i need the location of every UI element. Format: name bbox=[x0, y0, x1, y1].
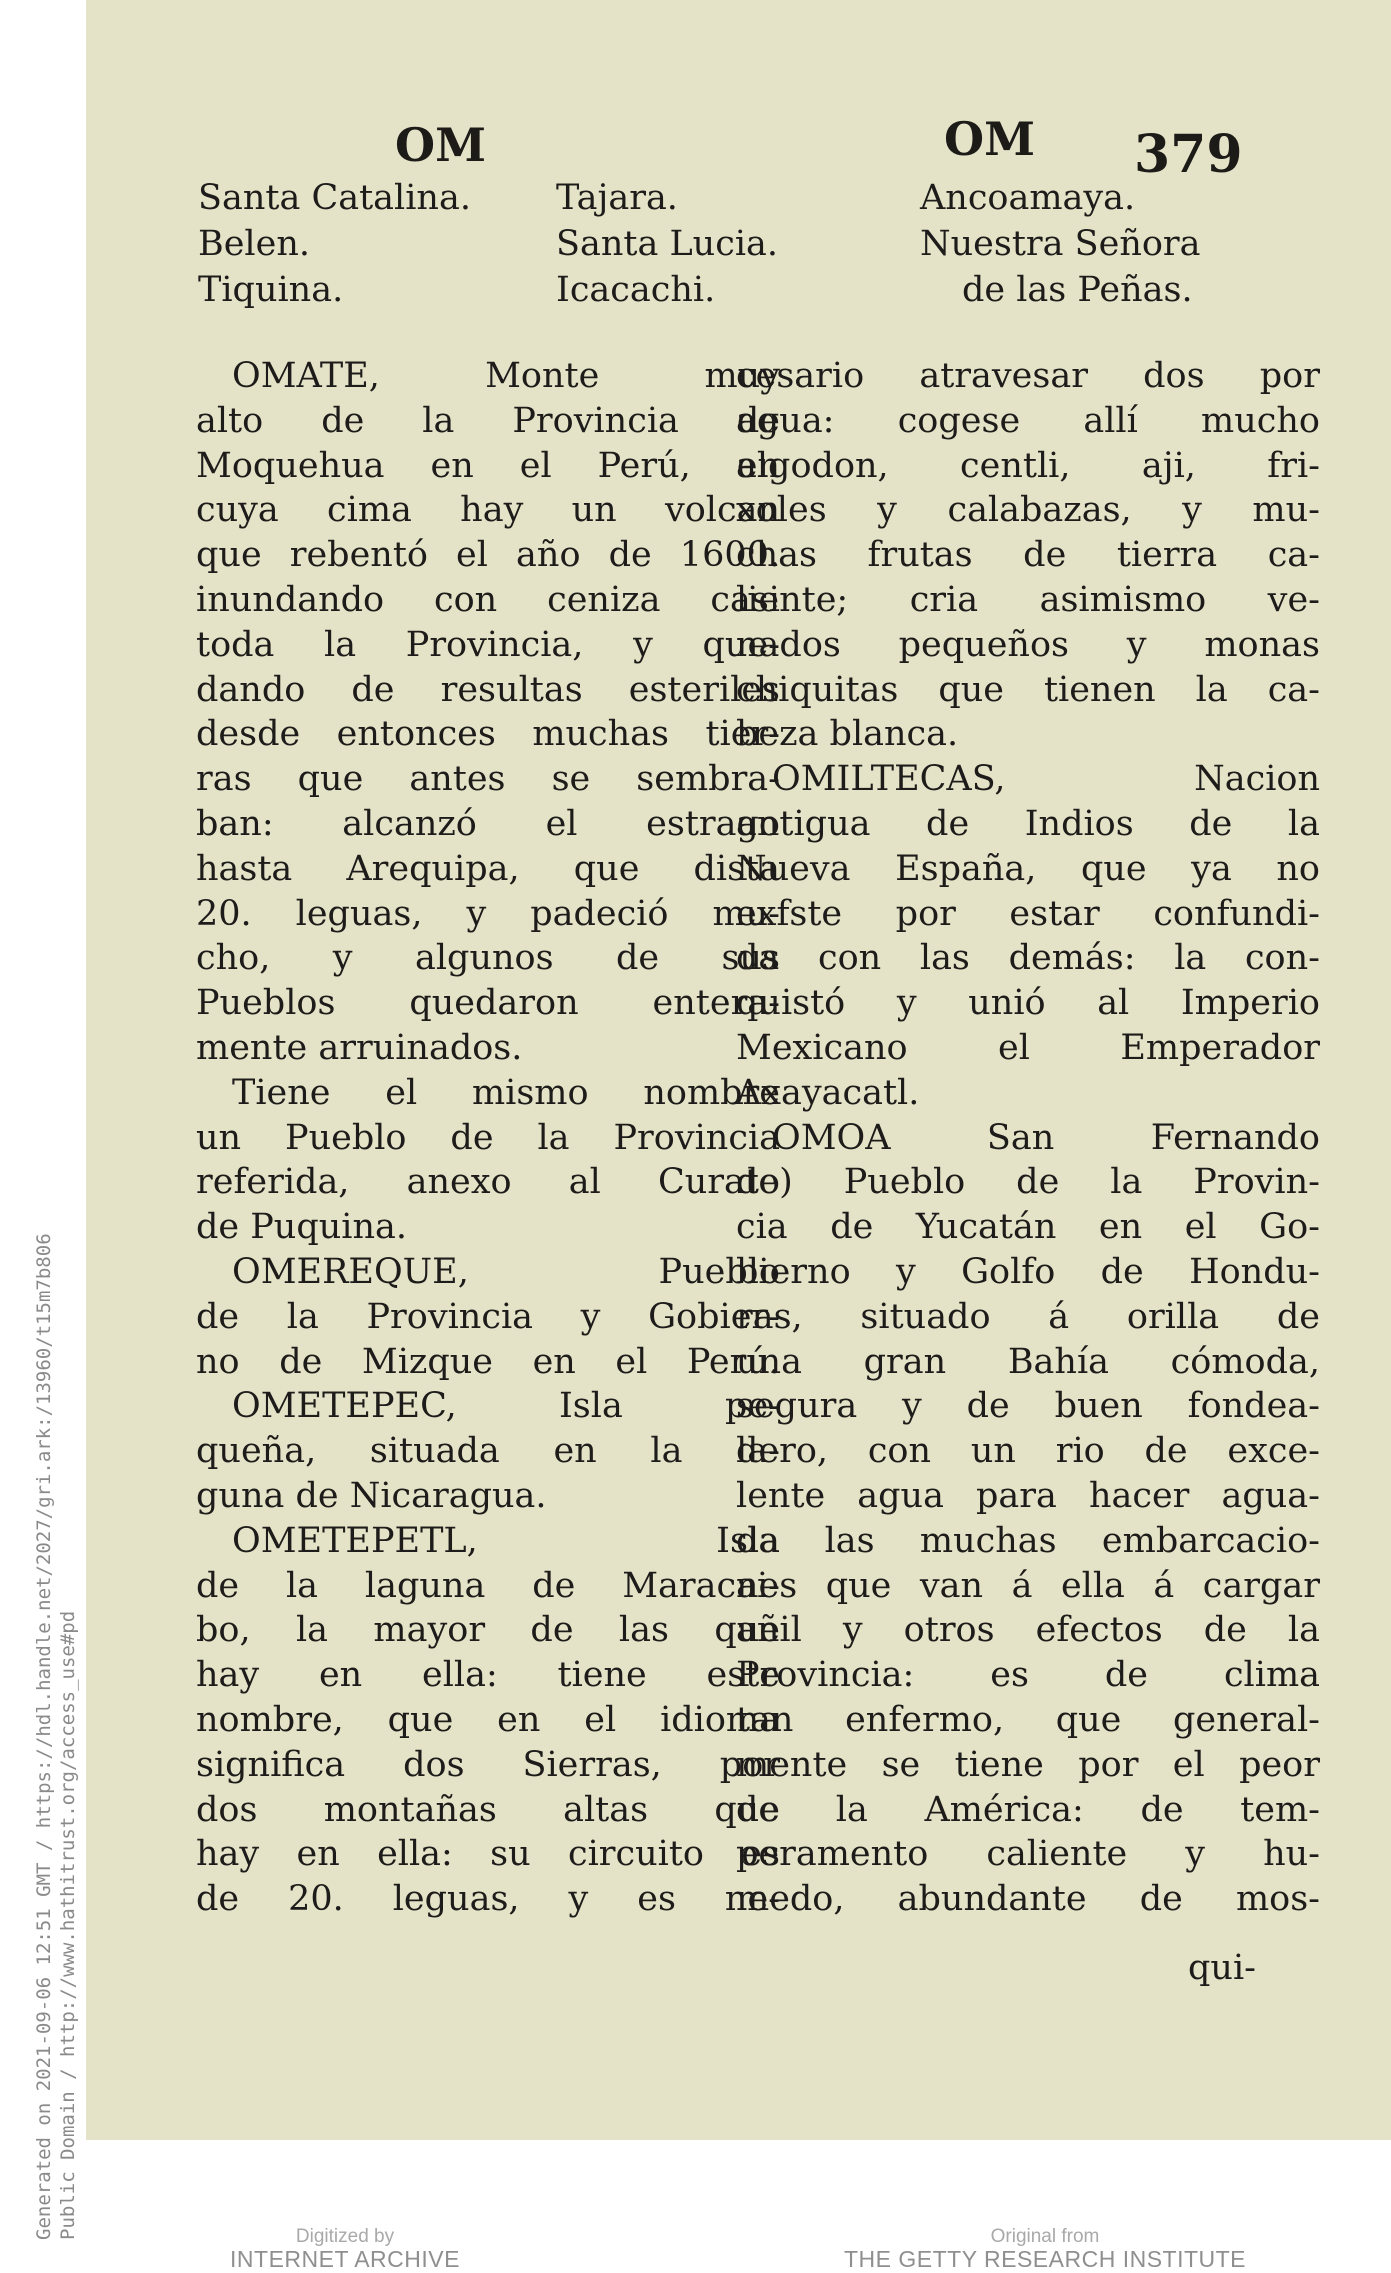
text-line: que rebentó el año de 1600. bbox=[196, 535, 780, 576]
text-line: peramento caliente y hu- bbox=[736, 1834, 1320, 1875]
text-line: alto de la Provincia de bbox=[196, 400, 780, 441]
scanned-page bbox=[86, 0, 1391, 2140]
text-line: hasta Arequipa, que dista bbox=[196, 848, 780, 889]
text-line: liente; cria asimismo ve- bbox=[736, 580, 1320, 620]
text-line: ras que antes se sembra- bbox=[196, 759, 780, 800]
page-number: 379 bbox=[1134, 124, 1243, 185]
text-line: cesario atravesar dos por bbox=[736, 356, 1320, 396]
text-line: OMOA San Fernando bbox=[772, 1117, 1320, 1158]
text-line: agua: cogese allí mucho bbox=[736, 400, 1320, 441]
text-line: significa dos Sierras, por bbox=[196, 1744, 780, 1785]
text-line: tan enfermo, que general- bbox=[736, 1700, 1320, 1740]
text-line: exfste por estar confundi- bbox=[736, 893, 1320, 934]
text-line: de Puquina. bbox=[196, 1207, 408, 1248]
text-line: no de Mizque en el Perú. bbox=[196, 1341, 780, 1382]
list-item: de las Peñas. bbox=[962, 270, 1193, 310]
text-line: Provincia: es de clima bbox=[736, 1655, 1320, 1696]
text-line: cuya cima hay un volcan bbox=[196, 490, 780, 531]
text-line: bo, la mayor de las que bbox=[196, 1610, 780, 1651]
text-line: guna de Nicaragua. bbox=[196, 1476, 547, 1516]
digitizer-name: INTERNET ARCHIVE bbox=[230, 2246, 460, 2272]
catchword: qui- bbox=[1188, 1948, 1256, 1988]
text-line: OMATE, Monte muy bbox=[232, 356, 780, 396]
text-line: quistó y unió al Imperio bbox=[736, 983, 1320, 1024]
text-line: de) Pueblo de la Provin- bbox=[736, 1162, 1320, 1203]
text-line: inundando con ceniza casi bbox=[196, 580, 780, 620]
digitized-by-label: Digitized by bbox=[295, 2226, 395, 2247]
text-line: dero, con un rio de exce- bbox=[736, 1431, 1320, 1472]
text-line: Mexicano el Emperador bbox=[736, 1028, 1320, 1068]
list-item: Santa Lucia. bbox=[556, 224, 779, 264]
text-line: referida, anexo al Curato bbox=[196, 1162, 780, 1203]
source-institution: THE GETTY RESEARCH INSTITUTE bbox=[843, 2246, 1247, 2272]
text-line: nombre, que en el idioma bbox=[196, 1700, 780, 1740]
text-line: de la Provincia y Gobier- bbox=[196, 1296, 780, 1337]
running-head-left: OM bbox=[395, 118, 486, 172]
provenance-sidebar bbox=[32, 1233, 80, 2240]
text-line: antigua de Indios de la bbox=[736, 804, 1320, 844]
running-head-right: OM bbox=[944, 112, 1035, 166]
list-item: Tajara. bbox=[556, 178, 678, 218]
text-line: Pueblos quedaron entera- bbox=[196, 983, 780, 1024]
text-line: toda la Provincia, y que- bbox=[196, 624, 780, 665]
text-line: lente agua para hacer agua- bbox=[736, 1476, 1320, 1516]
list-item: Santa Catalina. bbox=[198, 178, 471, 218]
text-line: Nueva España, que ya no bbox=[736, 848, 1320, 889]
text-line: ras, situado á orilla de bbox=[736, 1296, 1320, 1337]
text-line: OMILTECAS, Nacion bbox=[772, 759, 1320, 800]
text-line: OMETEPEC, Isla pe- bbox=[232, 1386, 780, 1427]
text-line: dando de resultas esteriles bbox=[196, 669, 780, 710]
text-line: medo, abundante de mos- bbox=[736, 1879, 1320, 1920]
text-line: nados pequeños y monas bbox=[736, 624, 1320, 665]
text-line: añil y otros efectos de la bbox=[736, 1610, 1320, 1651]
text-line: da las muchas embarcacio- bbox=[736, 1520, 1320, 1561]
list-item: Icacachi. bbox=[556, 270, 716, 310]
text-line: bierno y Golfo de Hondu- bbox=[736, 1252, 1320, 1292]
text-line: algodon, centli, aji, fri- bbox=[736, 445, 1320, 486]
text-line: hay en ella: su circuito es bbox=[196, 1834, 780, 1875]
text-line: queña, situada en la la- bbox=[196, 1431, 780, 1472]
text-line: desde entonces muchas tier- bbox=[196, 714, 780, 755]
text-line: nes que van á ella á cargar bbox=[736, 1565, 1320, 1606]
text-line: de la laguna de Maracai- bbox=[196, 1565, 780, 1606]
text-line: chas frutas de tierra ca- bbox=[736, 535, 1320, 576]
text-line: hay en ella: tiene este bbox=[196, 1655, 780, 1696]
text-line: Tiene el mismo nombre bbox=[232, 1072, 780, 1113]
text-line: OMETEPETL, Isla bbox=[232, 1520, 780, 1561]
list-item: Belen. bbox=[198, 224, 311, 264]
text-line: de 20. leguas, y es ne- bbox=[196, 1879, 780, 1920]
list-item: Nuestra Señora bbox=[920, 224, 1201, 264]
text-line: xoles y calabazas, y mu- bbox=[736, 490, 1320, 531]
text-line: una gran Bahía cómoda, bbox=[736, 1341, 1320, 1382]
list-item: Ancoamaya. bbox=[920, 178, 1136, 218]
text-line: chiquitas que tienen la ca- bbox=[736, 669, 1320, 710]
text-line: segura y de buen fondea- bbox=[736, 1386, 1320, 1427]
text-line: de la América: de tem- bbox=[736, 1789, 1320, 1830]
text-line: OMEREQUE, Pueblo bbox=[232, 1252, 780, 1292]
text-line: beza blanca. bbox=[736, 714, 959, 755]
text-line: da con las demás: la con- bbox=[736, 938, 1320, 979]
text-line: cho, y algunos de sus bbox=[196, 938, 780, 979]
text-line: Moquehua en el Perú, en bbox=[196, 445, 780, 486]
provenance-line: Generated on 2021-09-06 12:51 GMT / https://hdl.handle.net/2027/gri.ark:/13960/t15m7b806 bbox=[33, 1233, 55, 2240]
text-line: mente se tiene por el peor bbox=[736, 1744, 1320, 1785]
text-line: Axayacatl. bbox=[736, 1072, 920, 1113]
text-line: dos montañas altas que bbox=[196, 1789, 780, 1830]
provenance-line: Public Domain / http://www.hathitrust.org/access_use#pd bbox=[57, 1610, 79, 2240]
text-line: cia de Yucatán en el Go- bbox=[736, 1207, 1320, 1248]
text-line: mente arruinados. bbox=[196, 1028, 523, 1068]
text-line: un Pueblo de la Provincia bbox=[196, 1117, 780, 1158]
list-item: Tiquina. bbox=[198, 270, 344, 310]
original-from-label: Original from bbox=[990, 2226, 1100, 2247]
text-line: 20. leguas, y padeció mu- bbox=[196, 893, 780, 934]
text-line: ban: alcanzó el estrago bbox=[196, 804, 780, 844]
